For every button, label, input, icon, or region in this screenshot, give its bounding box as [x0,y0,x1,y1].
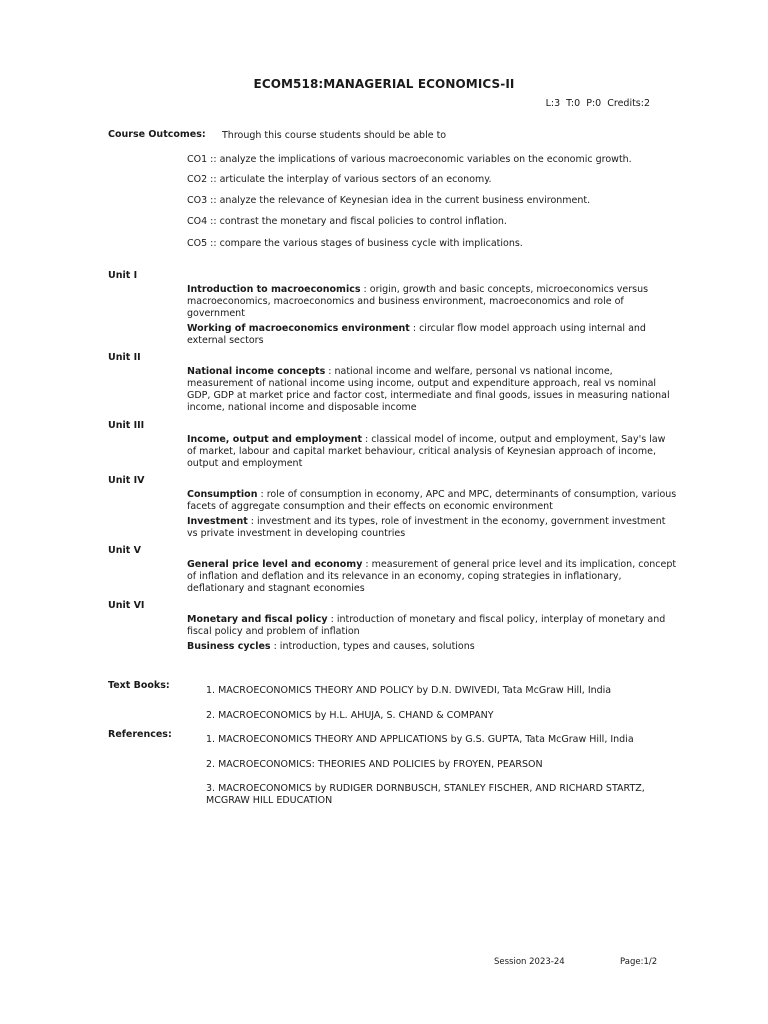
unit-topic [187,614,677,638]
reference-item: 3. MACROECONOMICS by RUDIGER DORNBUSCH, STANLEY FISCHER, AND RICHARD STARTZ, MCGRAW HILL EDUCATION [206,783,645,806]
document-title: ECOM518:MANAGERIAL ECONOMICS-II [253,77,515,91]
course-outcome-item: CO5 :: compare the various stages of business cycle with implications. [187,238,523,249]
session-label: Session 2023-24 [494,957,565,967]
unit-label: Unit I [108,270,138,281]
reference-item: 1. MACROECONOMICS THEORY AND APPLICATIONS by G.S. GUPTA, Tata McGraw Hill, India [206,734,634,745]
text-books-label: Text Books: [108,680,170,691]
text-book-item: 2. MACROECONOMICS by H.L. AHUJA, S. CHAND & COMPANY [206,710,494,721]
topic-heading: National income concepts [187,366,326,377]
lecture-hours: L:3 [545,98,561,109]
unit-topic [187,489,677,513]
course-outcomes-intro: Through this course students should be able to [222,130,447,141]
unit-body [187,434,677,473]
page-number: Page:1/2 [620,957,658,967]
topic-text: : investment and its types, role of investment in the economy, government investment vs private investment in developing countries [187,516,666,539]
topic-text: : origin, growth and basic concepts, microeconomics versus macroeconomics, macroeconomics and business environment, macroeconomics and role of government [187,284,649,319]
unit-label: Unit V [108,545,141,556]
topic-text: : measurement of general price level and its implication, concept of inflation and deflation and its relevance in an economy, coping strategies in inflationary, deflationary and stagnant economies [187,559,677,594]
course-outcome-item: CO4 :: contrast the monetary and fiscal policies to control inflation. [187,216,507,227]
topic-heading: Consumption [187,489,258,500]
text-book-item: 1. MACROECONOMICS THEORY AND POLICY by D.N. DWIVEDI, Tata McGraw Hill, India [206,685,612,696]
topic-heading: Investment [187,516,248,527]
unit-topic [187,323,677,347]
unit-body [187,366,677,417]
topic-heading: Business cycles [187,641,271,652]
unit-body [187,614,677,656]
course-outcome-item: CO2 :: articulate the interplay of various sectors of an economy. [187,174,492,185]
topic-text: : classical model of income, output and employment, Say's law of market, labour and capital market behaviour, critical analysis of Keynesian approach of income, output and employment [187,434,666,469]
unit-topic [187,516,677,540]
topic-heading: Income, output and employment [187,434,363,445]
practical-hours: P:0 [586,98,602,109]
unit-topic [187,366,677,414]
unit-label: Unit IV [108,475,145,486]
reference-item: 2. MACROECONOMICS: THEORIES AND POLICIES by FROYEN, PEARSON [206,759,543,770]
unit-label: Unit II [108,352,141,363]
unit-topic [187,641,677,653]
unit-body [187,559,677,598]
course-outcome-item: CO1 :: analyze the implications of various macroeconomic variables on the economic growth. [187,154,632,165]
topic-heading: General price level and economy [187,559,363,570]
unit-body [187,284,677,350]
topic-heading: Monetary and fiscal policy [187,614,328,625]
topic-heading: Introduction to macroeconomics [187,284,361,295]
topic-heading: Working of macroeconomics environment [187,323,410,334]
unit-body [187,489,677,543]
unit-label: Unit III [108,420,145,431]
unit-topic [187,559,677,595]
topic-text: : introduction, types and causes, solutions [270,641,475,652]
unit-label: Unit VI [108,600,145,611]
unit-topic [187,434,677,470]
credits: Credits:2 [607,98,650,109]
course-meta [546,98,650,110]
references-label: References: [108,729,172,740]
topic-text: : circular flow model approach using internal and external sectors [187,323,646,346]
course-outcome-item: CO3 :: analyze the relevance of Keynesian idea in the current business environment. [187,195,591,206]
topic-text: : introduction of monetary and fiscal policy, interplay of monetary and fiscal policy and problem of inflation [187,614,666,637]
course-outcomes-label: Course Outcomes: [108,129,206,140]
topic-text: : role of consumption in economy, APC and MPC, determinants of consumption, various facets of aggregate consumption and their effects on economic environment [187,489,677,512]
topic-text: : national income and welfare, personal vs national income, measurement of national income using income, output and expenditure approach, real vs nominal GDP, GDP at market price and factor cost, intermediate and final goods, issues in measuring national income, national income and disposable income [187,366,670,413]
unit-topic [187,284,677,320]
tutorial-hours: T:0 [566,98,581,109]
